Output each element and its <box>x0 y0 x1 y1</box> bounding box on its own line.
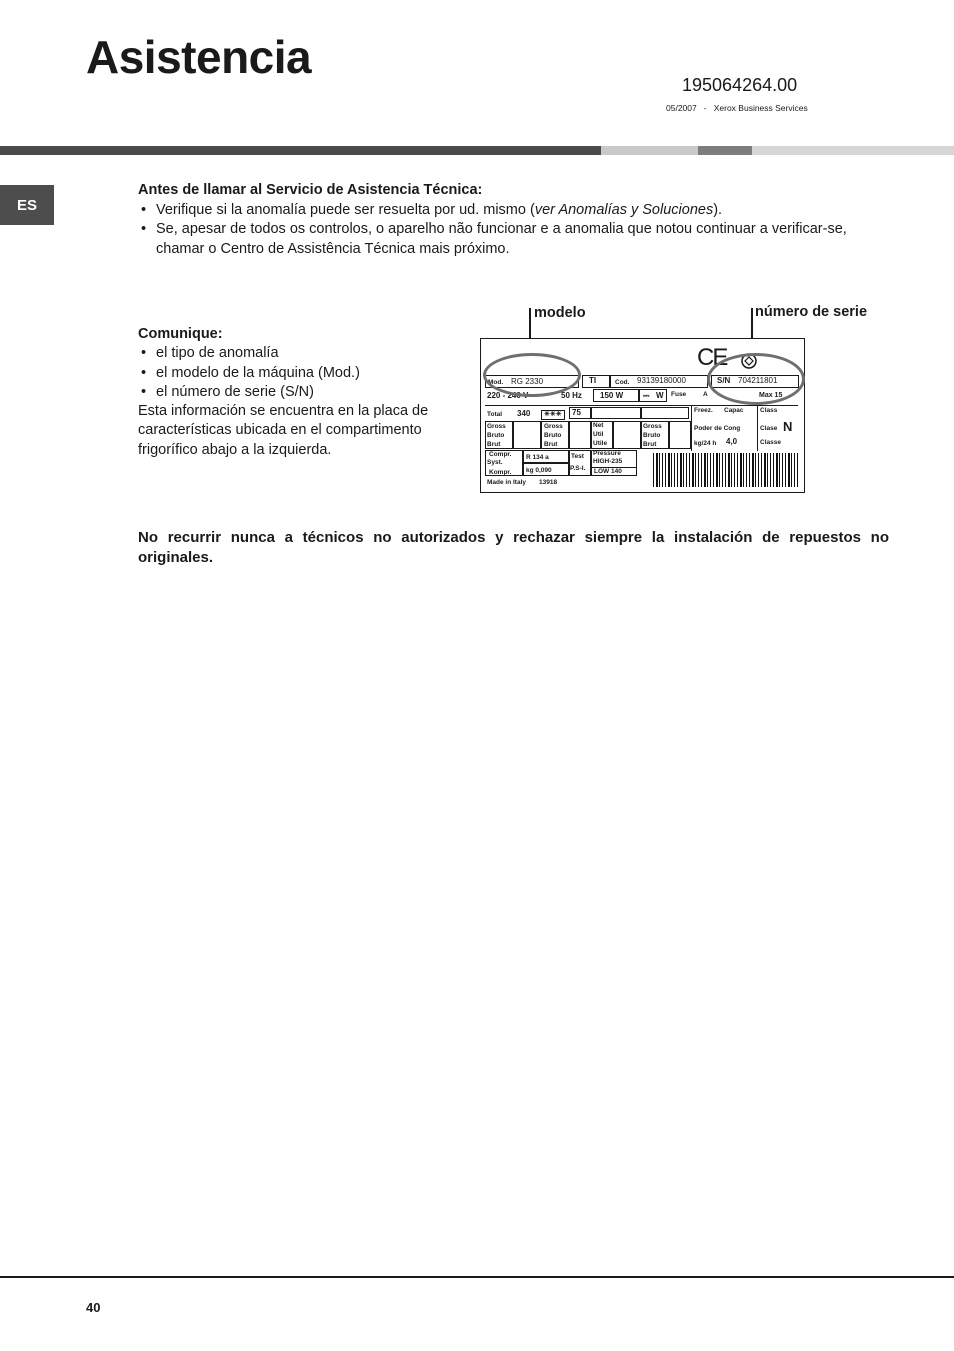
page-title: Asistencia <box>86 31 312 83</box>
lamp-watt: W <box>656 391 664 400</box>
mod-label: Mod. <box>488 379 504 386</box>
header-bar-mid <box>698 146 752 155</box>
poder-label: Poder de Cong <box>694 425 741 432</box>
comunique-item-anomaly: • el tipo de anomalía <box>138 344 468 363</box>
hz-value: 50 Hz <box>561 391 582 400</box>
intro-bullet-1 <box>138 201 898 221</box>
comunique-text: Esta información se encuentra en la placa de características ubicada en el compartimento frigorífico abajo a la izquierda. <box>138 403 429 458</box>
barcode <box>653 453 799 487</box>
comunique-section <box>138 325 468 460</box>
cod-value: 93139180000 <box>637 376 686 385</box>
test-label: Test <box>571 453 584 460</box>
brut-label-3: Brut <box>643 441 657 448</box>
ti-value: TI <box>589 376 597 385</box>
gross-label-2: Gross <box>544 423 563 430</box>
intro-bullet-1-prefix: Verifique si la anomalía puede ser resuelta por ud. mismo ( <box>156 201 535 218</box>
capac-label: Capac <box>724 407 744 414</box>
high-value: HIGH-235 <box>593 458 623 465</box>
amp-label: A <box>703 391 708 398</box>
syst-label: Syst. <box>487 459 503 466</box>
total-label: Total <box>487 411 503 418</box>
clase-label: Clase <box>760 425 778 432</box>
rating-plate <box>480 338 805 493</box>
comunique-list <box>138 344 468 402</box>
intro-heading: Antes de llamar al Servicio de Asistencia Técnica: <box>138 182 483 198</box>
anomalies-reference: ver Anomalías y Soluciones <box>534 201 714 218</box>
charge-value: kg 0,090 <box>526 467 552 474</box>
total-value: 340 <box>517 409 531 418</box>
page-number: 40 <box>86 1300 101 1315</box>
header-bar-light <box>601 146 698 155</box>
utile-label: Utile <box>593 440 608 447</box>
comunique-item-model: • el modelo de la máquina (Mod.) <box>138 364 468 383</box>
serial-highlight-ring <box>707 353 805 405</box>
low-value: LOW 140 <box>594 468 622 475</box>
bruto-label-1: Bruto <box>487 432 505 439</box>
bruto-label-2: Bruto <box>544 432 562 439</box>
document-number: 195064264.00 <box>682 75 798 95</box>
comunique-heading: Comunique: <box>138 326 223 342</box>
gross-label-1: Gross <box>487 423 506 430</box>
kompr-label: Kompr. <box>489 469 512 476</box>
ce-mark: CE <box>697 344 727 371</box>
cod-label: Cod. <box>615 379 630 386</box>
header-bar-dark <box>0 146 601 155</box>
pressure-label: Pressure <box>593 450 621 457</box>
warning-text: No recurrir nunca a técnicos no autorizados y rechazar siempre la instalación de repuestos no originales. <box>138 529 889 566</box>
net-label: Net <box>593 422 604 429</box>
brut-label-2: Brut <box>544 441 558 448</box>
intro-bullet-2: • Se, apesar de todos os controlos, o aparelho não funcionar e a anomalia que notou continuar a verificar-se, chamar o Centro de Assistência Técnica mais próximo. <box>138 220 898 259</box>
sn-value: 704211801 <box>738 376 778 385</box>
voltage-value: 220 - 240 V~ <box>487 391 534 400</box>
intro-section <box>138 181 898 259</box>
brut-label-1: Brut <box>487 441 501 448</box>
intro-list <box>138 201 898 260</box>
class-label: Class <box>760 407 778 414</box>
document-meta: 05/2007 - Xerox Business Services <box>666 103 808 113</box>
bruto-label-3: Bruto <box>643 432 661 439</box>
model-highlight-ring <box>483 353 581 397</box>
comunique-item-serial: • el número de serie (S/N) <box>138 383 468 402</box>
sn-label: S/N <box>717 376 731 385</box>
watt-value: 150 W <box>600 391 624 400</box>
model-callout-label: modelo <box>534 305 586 321</box>
kg24-label: kg/24 h <box>694 440 717 447</box>
classe-label: Classe <box>760 439 781 446</box>
psi-label: P.S-I. <box>570 465 586 472</box>
intro-bullet-1-suffix: ). <box>713 201 723 218</box>
compr-label: Compr. <box>489 451 512 458</box>
language-tab: ES <box>0 185 54 225</box>
util-label: Util <box>593 431 604 438</box>
lamp-icon: ⎓ <box>643 391 650 400</box>
mod-value: RG 2330 <box>511 377 544 386</box>
header-bar-light-end <box>752 146 954 155</box>
freezer-star-icon: ✳✳✳ <box>541 410 565 420</box>
kg24-value: 4,0 <box>726 437 738 446</box>
gross-label-3: Gross <box>643 423 662 430</box>
refrigerant-value: R 134 a <box>526 454 549 461</box>
made-in-label: Made in Italy <box>487 479 527 486</box>
freez-label: Freez. <box>694 407 713 414</box>
value-75: 75 <box>572 408 581 417</box>
fuse-label: Fuse <box>671 391 687 398</box>
clase-value: N <box>783 419 793 434</box>
made-code: 13918 <box>539 479 558 486</box>
serial-callout-label: número de serie <box>755 304 868 320</box>
max-value: Max 15 <box>759 392 783 399</box>
footer-rule <box>0 1276 954 1278</box>
